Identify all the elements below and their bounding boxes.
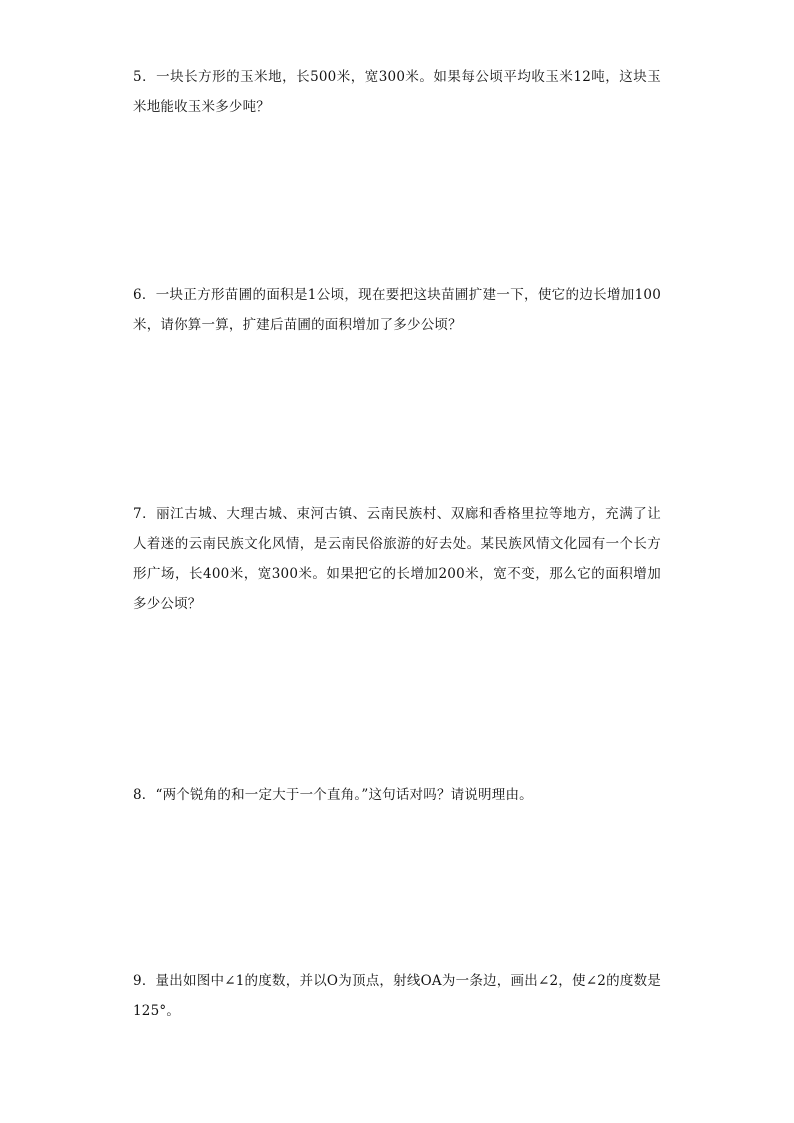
question-5 (133, 62, 661, 122)
question-6 (133, 280, 661, 340)
question-8 (133, 780, 661, 810)
question-7 (133, 499, 661, 619)
question-9 (133, 966, 661, 1026)
question-8-text: 8．“两个锐角的和一定大于一个直角。”这句话对吗？请说明理由。 (133, 787, 533, 803)
question-6-text: 6．一块正方形苗圃的面积是1公顷，现在要把这块苗圃扩建一下，使它的边长增加100米，请你算一算，扩建后苗圃的面积增加了多少公顷？ (133, 287, 661, 333)
question-7-text: 7．丽江古城、大理古城、束河古镇、云南民族村、双廊和香格里拉等地方，充满了让人着迷的云南民族文化风情，是云南民俗旅游的好去处。某民族风情文化园有一个长方形广场，长400米，宽300米。如果把它的长增加200米，宽不变，那么它的面积增加多少公顷？ (133, 506, 661, 612)
question-9-text: 9．量出如图中∠1的度数，并以O为顶点，射线OA为一条边，画出∠2，使∠2的度数是125°。 (133, 973, 661, 1019)
question-5-text: 5．一块长方形的玉米地，长500米，宽300米。如果每公顷平均收玉米12吨，这块玉米地能收玉米多少吨？ (133, 69, 661, 115)
